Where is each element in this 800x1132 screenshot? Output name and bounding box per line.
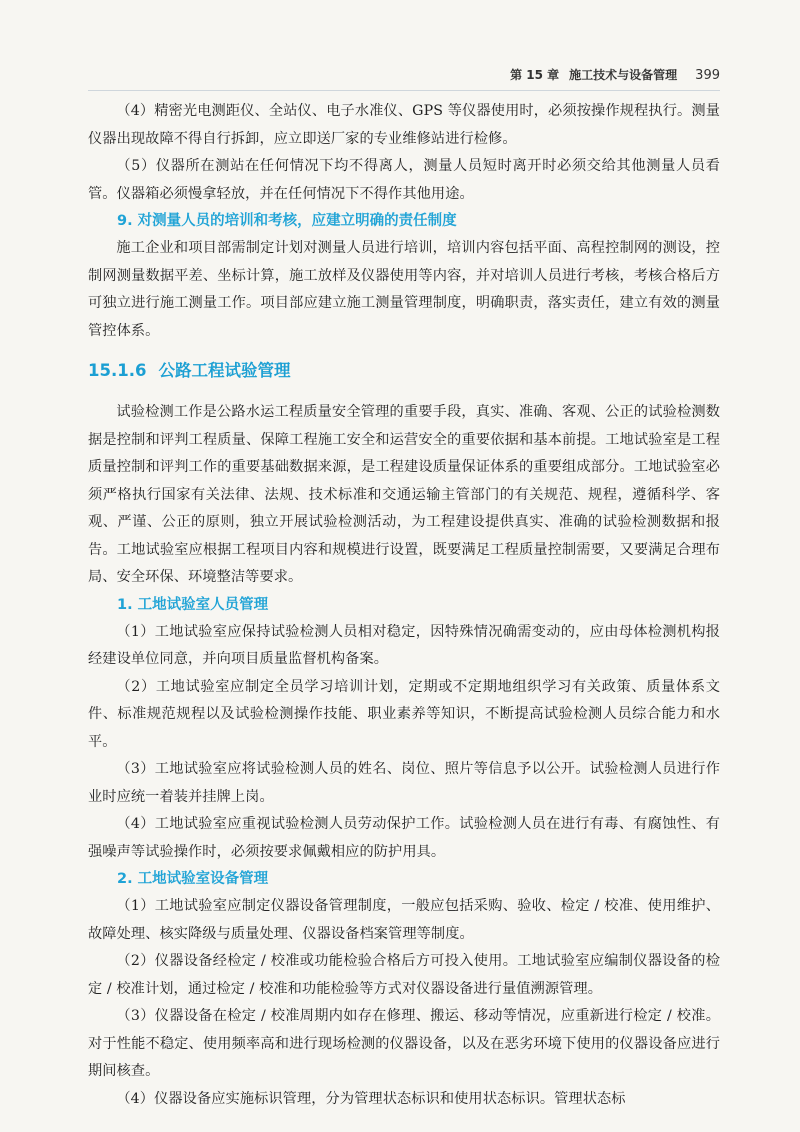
page-content: [88, 98, 720, 1113]
subheading-equipment: 2. 工地试验室设备管理: [117, 871, 269, 887]
running-head-text: [510, 66, 720, 83]
paragraph-personnel-3: （3）工地试验室应将试验检测人员的姓名、岗位、照片等信息予以公开。试验检测人员进行作业时应统一着装并挂牌上岗。: [88, 761, 720, 805]
paragraph-equipment-4: （4）仪器设备应实施标识管理，分为管理状态标识和使用状态标识。管理状态标: [116, 1090, 626, 1107]
paragraph-instrument-4: （4）精密光电测距仪、全站仪、电子水准仪、GPS 等仪器使用时，必须按操作规程执行。测量仪器出现故障不得自行拆卸，应立即送厂家的专业维修站进行检修。: [88, 103, 720, 147]
paragraph-equipment-2: （2）仪器设备经检定 / 校准或功能检验合格后方可投入使用。工地试验室应编制仪器设备的检定 / 校准计划，通过检定 / 校准和功能检验等方式对仪器设备进行量值溯源管理。: [88, 953, 720, 997]
paragraph-personnel-4: （4）工地试验室应重视试验检测人员劳动保护工作。试验检测人员在进行有毒、有腐蚀性、有强噪声等试验操作时，必须按要求佩戴相应的防护用具。: [88, 816, 720, 860]
paragraph-instrument-5: （5）仪器所在测站在任何情况下均不得离人，测量人员短时离开时必须交给其他测量人员看管。仪器箱必须慢拿轻放，并在任何情况下不得作其他用途。: [88, 158, 720, 202]
chapter-title: 施工技术与设备管理: [569, 68, 678, 82]
paragraph-section-intro: 试验检测工作是公路水运工程质量安全管理的重要手段，真实、准确、客观、公正的试验检测数据是控制和评判工程质量、保障工程施工安全和运营安全的重要依据和基本前提。工地试验室是工程质量控制和评判工作的重要基础数据来源，是工程建设质量保证体系的重要组成部分。工地试验室必须严格执行国家有关法律、法规、技术标准和交通运输主管部门的有关规范、规程，遵循科学、客观、严谨、公正的原则，独立开展试验检测活动，为工程建设提供真实、准确的试验检测数据和报告。工地试验室应根据工程项目内容和规模进行设置，既要满足工程质量控制需要，又要满足合理布局、安全环保、环境整洁等要求。: [88, 404, 720, 585]
section-heading: [88, 357, 720, 385]
section-number: 15.1.6: [88, 361, 147, 380]
page-number: 399: [695, 68, 720, 83]
section-title: 公路工程试验管理: [158, 361, 291, 380]
paragraph-personnel-1: （1）工地试验室应保持试验检测人员相对稳定，因特殊情况确需变动的，应由母体检测机构报经建设单位同意，并向项目质量监督机构备案。: [88, 623, 720, 667]
paragraph-personnel-2: （2）工地试验室应制定全员学习培训计划，定期或不定期地组织学习有关政策、质量体系文件、标准规范规程以及试验检测操作技能、职业素养等知识，不断提高试验检测人员综合能力和水平。: [88, 678, 720, 750]
subheading-training: 9. 对测量人员的培训和考核，应建立明确的责任制度: [117, 213, 457, 229]
paragraph-equipment-1: （1）工地试验室应制定仪器设备管理制度，一般应包括采购、验收、检定 / 校准、使用维护、故障处理、核实降级与质量处理、仪器设备档案管理等制度。: [88, 898, 720, 942]
paragraph-training: 施工企业和项目部需制定计划对测量人员进行培训，培训内容包括平面、高程控制网的测设，控制网测量数据平差、坐标计算，施工放样及仪器使用等内容，并对培训人员进行考核，考核合格后方可独立进行施工测量工作。项目部应建立施工测量管理制度，明确职责，落实责任，建立有效的测量管控体系。: [88, 240, 720, 339]
subheading-personnel: 1. 工地试验室人员管理: [117, 596, 269, 613]
paragraph-equipment-3: （3）仪器设备在检定 / 校准周期内如存在修理、搬运、移动等情况，应重新进行检定 / 校准。对于性能不稳定、使用频率高和进行现场检测的仪器设备，以及在恶劣环境下使用的仪器设备应进行期间核查。: [88, 1008, 720, 1079]
chapter-number: 第 15 章: [510, 68, 560, 82]
running-head: [88, 60, 720, 91]
